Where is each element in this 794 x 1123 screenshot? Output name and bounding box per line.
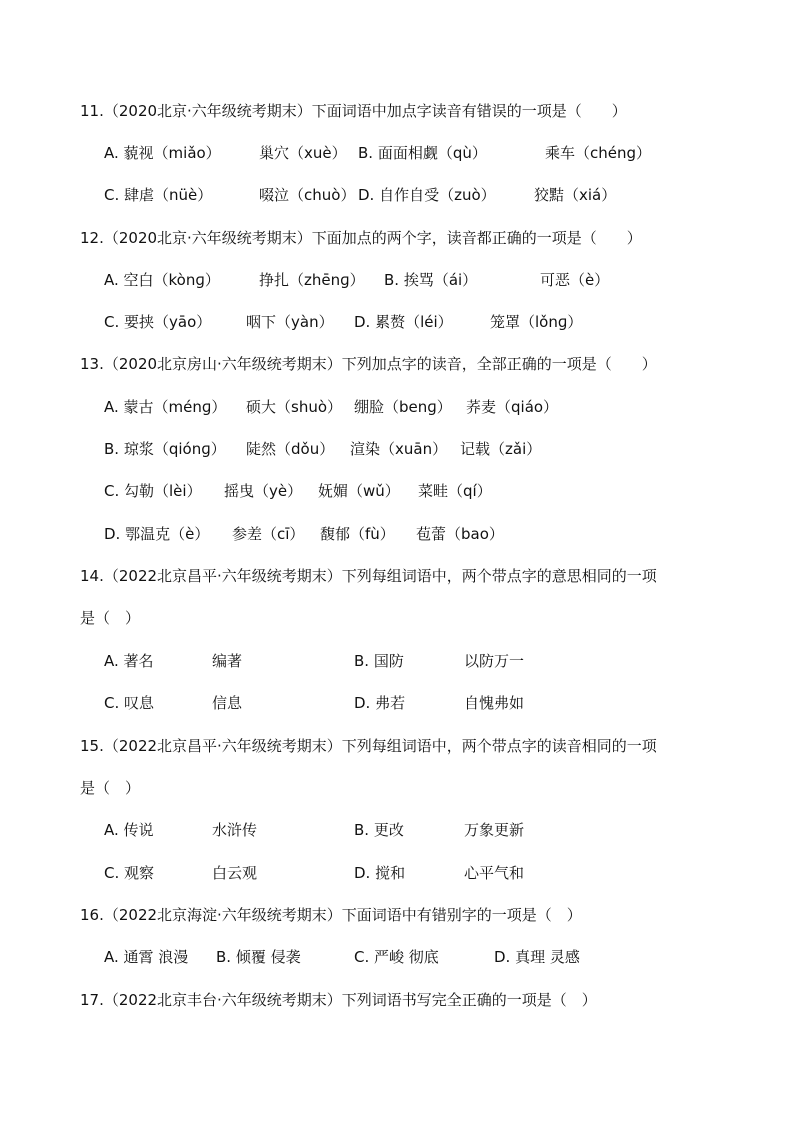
option-cell: 自愧弗如 — [464, 694, 525, 712]
option-cell: D. 搅和 — [354, 864, 406, 882]
option-cell: 白云观 — [212, 864, 258, 882]
option-cell: 绷脸（benɡ） — [354, 398, 452, 416]
option-cell: A. 藐视（miǎo） — [104, 144, 221, 162]
option-cell: B. 面面相觑（qù） — [358, 144, 487, 162]
option-cell: C. 叹息 — [104, 694, 155, 712]
question-15-stem: 15.（2022北京昌平·六年级统考期末）下列每组词语中，两个带点字的读音相同的一项 — [80, 737, 657, 755]
option-cell: 菜畦（qí） — [418, 482, 492, 500]
option-cell: 荞麦（qiáo） — [466, 398, 559, 416]
option-cell: 渲染（xuān） — [350, 440, 448, 458]
option-cell: 记载（zǎi） — [460, 440, 542, 458]
option-cell: 乘车（chéng） — [545, 144, 652, 162]
option-cell: 心平气和 — [464, 864, 525, 882]
option-cell: C. 严峻 彻底 — [354, 948, 439, 966]
option-cell: C. 观察 — [104, 864, 155, 882]
question-15-stem-continued: 是（ ） — [80, 779, 141, 797]
question-12-stem: 12.（2020北京·六年级统考期末）下面加点的两个字，读音都正确的一项是（ ） — [80, 229, 642, 247]
option-cell: D. 真理 灵感 — [494, 948, 580, 966]
option-cell: 巢穴（xuè） — [259, 144, 347, 162]
option-cell: C. 要挟（yāo） — [104, 313, 212, 331]
option-cell: B. 挨骂（ái） — [384, 271, 478, 289]
option-cell: D. 累赘（léi） — [354, 313, 453, 331]
option-cell: D. 弗若 — [354, 694, 406, 712]
option-cell: 笼罩（lǒnɡ） — [490, 313, 583, 331]
option-cell: B. 琼浆（qiónɡ） — [104, 440, 226, 458]
option-cell: B. 倾覆 侵袭 — [216, 948, 301, 966]
option-cell: B. 国防 — [354, 652, 404, 670]
option-cell: A. 著名 — [104, 652, 154, 670]
option-cell: 挣扎（zhēnɡ） — [259, 271, 365, 289]
option-cell: A. 蒙古（ménɡ） — [104, 398, 227, 416]
option-cell: A. 通霄 浪漫 — [104, 948, 189, 966]
question-14-stem: 14.（2022北京昌平·六年级统考期末）下列每组词语中，两个带点字的意思相同的一项 — [80, 567, 657, 585]
option-cell: 馥郁（fù） — [320, 525, 395, 543]
option-cell: 硕大（shuò） — [246, 398, 343, 416]
question-11-stem: 11.（2020北京·六年级统考期末）下面词语中加点字读音有错误的一项是（ ） — [80, 102, 627, 120]
option-cell: C. 勾勒（lèi） — [104, 482, 202, 500]
option-cell: B. 更改 — [354, 821, 404, 839]
option-cell: 可恶（è） — [540, 271, 610, 289]
option-cell: 编著 — [212, 652, 243, 670]
question-13-stem: 13.（2020北京房山·六年级统考期末）下列加点字的读音，全部正确的一项是（ ） — [80, 355, 657, 373]
question-17-stem: 17.（2022北京丰台·六年级统考期末）下列词语书写完全正确的一项是（ ） — [80, 991, 597, 1009]
option-cell: 万象更新 — [464, 821, 525, 839]
option-cell: D. 自作自受（zuò） — [358, 186, 496, 204]
option-cell: C. 肆虐（nüè） — [104, 186, 213, 204]
option-cell: D. 鄂温克（è） — [104, 525, 210, 543]
question-14-stem-continued: 是（ ） — [80, 609, 141, 627]
option-cell: 苞蕾（bao） — [416, 525, 504, 543]
option-cell: 水浒传 — [212, 821, 258, 839]
option-cell: 信息 — [212, 694, 243, 712]
option-cell: A. 传说 — [104, 821, 154, 839]
option-cell: 啜泣（chuò） — [259, 186, 356, 204]
option-cell: 以防万一 — [464, 652, 525, 670]
option-cell: 咽下（yàn） — [246, 313, 334, 331]
question-16-stem: 16.（2022北京海淀·六年级统考期末）下面词语中有错别字的一项是（ ） — [80, 906, 582, 924]
option-cell: 摇曳（yè） — [224, 482, 303, 500]
option-cell: 陡然（dǒu） — [246, 440, 335, 458]
option-cell: 妩媚（wǔ） — [318, 482, 400, 500]
option-cell: A. 空白（kònɡ） — [104, 271, 220, 289]
option-cell: 参差（cī） — [232, 525, 305, 543]
option-cell: 狡黠（xiá） — [534, 186, 617, 204]
